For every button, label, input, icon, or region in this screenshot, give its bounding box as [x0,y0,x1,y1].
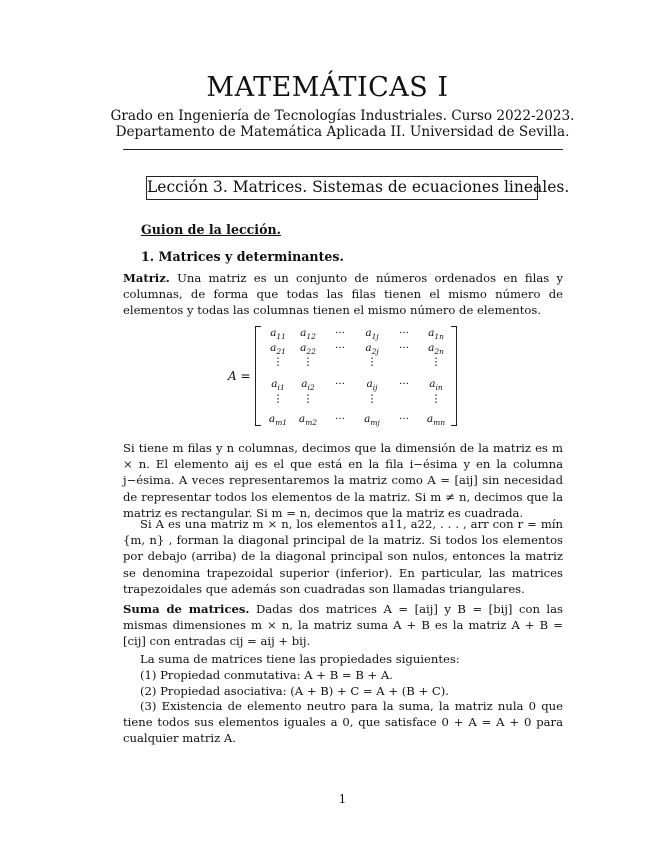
matrix-cell: ⋮ [272,356,284,368]
guion-heading: Guion de la lección. [141,222,282,237]
property-item: (1) Propiedad conmutativa: A + B = B + A. [140,667,393,682]
paragraph-suma [123,601,563,650]
matrix-cell: ⋮ [430,393,442,405]
term-suma: Suma de matrices. [123,602,250,616]
subtitle-department: Departamento de Matemática Aplicada II. Universidad de Sevilla. [115,124,570,140]
matrix-cell: $a_{mn}$ [426,413,446,428]
matrix-cell: $a_{2n}$ [428,342,444,357]
paragraph-matriz [123,270,563,319]
matrix-cell: ⋮ [366,393,378,405]
paragraph-dimension: Si tiene m filas y n columnas, decimos que la dimensión de la matriz es m × n. El elemento aij es el que está en la fila i−ésima y en la columna j−ésima. A veces representaremos la matriz como A = [aij] sin necesidad de representar todos los elementos de la matriz. Si m ≠ n, decimos que la matriz es rectangular. Si m = n, decimos que la matriz es cuadrada. [123,441,563,520]
matrix-cell: ⋮ [302,356,314,368]
properties-list [123,652,563,747]
matrix-cell: ··· [398,413,409,425]
lesson-title-box: Lección 3. Matrices. Sistemas de ecuaciones lineales. [146,176,538,200]
header-rule [123,149,563,150]
term-matriz: Matriz. [123,271,170,285]
document-title: MATEMÁTICAS I [206,72,449,103]
subtitle-degree: Grado en Ingeniería de Tecnologías Industriales. Curso 2022-2023. [110,108,575,124]
property-item: (3) Existencia de elemento neutro para la suma, la matriz nula 0 que tiene todos sus elementos iguales a 0, que satisface 0 + A = A + 0 para cualquier matriz A. [123,699,563,745]
matrix-cell: $a_{1j}$ [365,327,379,342]
matrix-cell: ⋮ [272,393,284,405]
matrix-cell: $a_{mj}$ [364,413,380,428]
matrix-cell: ··· [334,378,345,390]
matrix-cell: $a_{m2}$ [298,413,318,428]
matrix-cell: ··· [334,327,345,339]
matrix-cell: ··· [398,342,409,354]
suma-definition: Dadas dos matrices A = [aij] y B = [bij] con las mismas dimensiones m × n, la matriz suma A + B es la matriz A + B = [cij] con entradas cij = aij + bij. [123,602,563,649]
matrix-cell: $a_{12}$ [300,327,316,342]
property-item: (2) Propiedad asociativa: (A + B) + C = A + (B + C). [140,683,449,698]
matrix-cell: ··· [334,342,345,354]
matrix-cell: $a_{ij}$ [366,378,378,393]
matrix-cell: ⋮ [430,356,442,368]
matrix-cell: $a_{22}$ [300,342,316,357]
matrix-cell: ⋮ [366,356,378,368]
matrix-cell: ⋮ [302,393,314,405]
page-number: 1 [338,792,347,806]
matriz-definition: Una matriz es un conjunto de números ordenados en filas y columnas, de forma que todas las filas tienen el mismo número de elementos y todas las columnas tienen el mismo número de elementos. [123,271,564,318]
matrix-cell: ··· [398,378,409,390]
matrix-label: A = [228,369,251,383]
properties-intro: La suma de matrices tiene las propiedades siguientes: [140,652,460,666]
section-heading: 1. Matrices y determinantes. [141,249,344,264]
matrix-cell: ··· [334,413,345,425]
paragraph-diagonal: Si A es una matriz m × n, los elementos a11, a22, . . . , arr con r = mín {m, n} , forman la diagonal principal de la matriz. Si todos los elementos por debajo (arriba) de la diagonal principal son nulos, entonces la matriz se denomina trapezoidal superior (inferior). En particular, las matrices trapezoidales que además son cuadradas son llamadas triangulares. [123,517,563,596]
matrix-cell: $a_{i1}$ [271,378,285,393]
matrix-cell: ··· [398,327,409,339]
matrix-cell: $a_{2j}$ [365,342,379,357]
matrix-cell: $a_{21}$ [270,342,286,357]
matrix-cell: $a_{i2}$ [301,378,315,393]
matrix-cell: $a_{11}$ [270,327,286,342]
matrix-cell: $a_{m1}$ [268,413,288,428]
matrix-cell: $a_{in}$ [429,378,443,393]
matrix-cell: $a_{1n}$ [428,327,444,342]
